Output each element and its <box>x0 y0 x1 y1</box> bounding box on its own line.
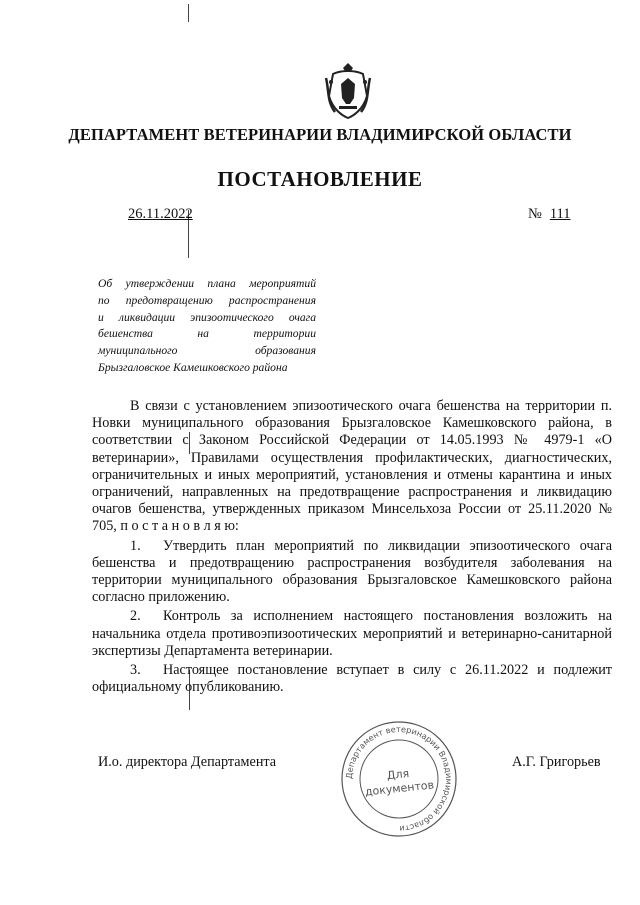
item-text: Контроль за исполнением настоящего постановления возложить на начальника отдела противоэпизоотических мероприятий и ветеринарно-санитарной экспертизы Департамента ветеринарии. <box>92 608 612 659</box>
coat-of-arms-icon <box>323 62 373 120</box>
stamp-center-line: документов <box>364 778 435 799</box>
document-number <box>528 206 571 223</box>
document-type-title: ПОСТАНОВЛЕНИЕ <box>217 167 423 191</box>
resolution-item <box>92 608 612 660</box>
number-label: № <box>528 206 542 222</box>
subject-line: и ликвидации эпизоотического очага <box>98 310 316 324</box>
resolution-item <box>92 538 612 607</box>
subject-line: Брызгаловское Камешковского района <box>98 360 288 374</box>
document-subject <box>98 276 316 377</box>
subject-line: Об утверждении плана мероприятий <box>98 277 316 290</box>
scan-line <box>188 4 189 22</box>
stamp-center-line: Для <box>386 766 410 783</box>
signatory-position: И.о. директора Департамента <box>98 754 277 770</box>
subject-line: бешенства на территории <box>98 327 316 341</box>
intro-paragraph: В связи с установлением эпизоотического очага бешенства на территории п. Новки муниципального образования Брызгаловское Камешковского района, в соответствии с Законом Российской Федерации от 14.05.1993 № 4979-1 «О ветеринарии», Правилами осуществления профилактических, диагностических, ограничительных и иных мероприятий, установления и отмены карантина и иных ограничений, направленных на предотвращение распространения и ликвидацию очагов бешенства, утвержденных приказом Минсельхоза России от 25.11.2020 № 705, п о с т а н о в л я ю: <box>92 398 612 535</box>
stamp-ring-text: Департамент ветеринарии Владимирской области <box>343 723 455 835</box>
item-number: 3. <box>130 662 141 679</box>
subject-line: муниципального образования <box>98 344 316 358</box>
item-text: Настоящее постановление вступает в силу с 26.11.2022 и подлежит официальному опубликованию. <box>92 662 612 696</box>
subject-line: по предотвращению распространения <box>98 293 316 307</box>
number-value: 111 <box>549 206 571 222</box>
item-number: 2. <box>130 608 141 625</box>
item-text: Утвердить план мероприятий по ликвидации эпизоотического очага бешенства и предотвращению распространения возбудителя заболевания на территории муниципального образования Брызгаловское Камешковского района согласно приложению. <box>92 537 612 606</box>
signatory-name: А.Г. Григорьев <box>512 754 601 770</box>
document-date: 26.11.2022 <box>128 206 193 222</box>
stamp <box>340 720 458 838</box>
resolution-item <box>92 662 612 696</box>
item-number: 1. <box>130 537 141 554</box>
document-body <box>92 398 612 696</box>
department-title: ДЕПАРТАМЕНТ ВЕТЕРИНАРИИ ВЛАДИМИРСКОЙ ОБЛАСТИ <box>68 125 572 144</box>
